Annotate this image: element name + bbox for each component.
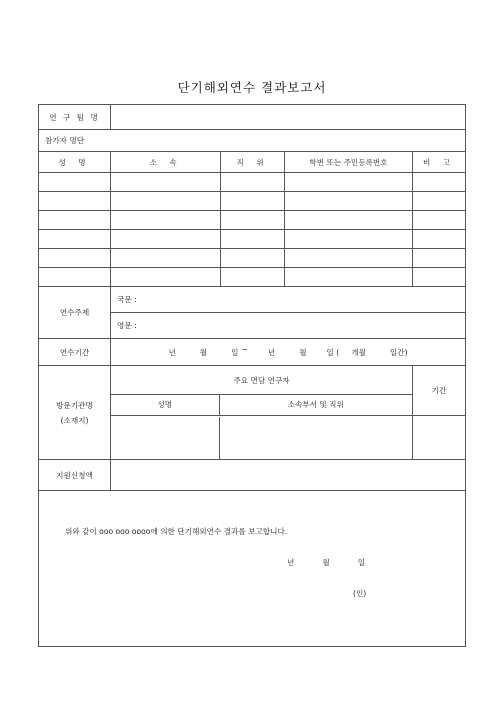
support-amount-label: 지원신청액: [39, 460, 111, 491]
participant-name-cell[interactable]: [39, 230, 111, 249]
support-amount-field[interactable]: [111, 460, 466, 491]
researcher-name-field[interactable]: [111, 417, 219, 459]
period-label: 연수기간: [39, 339, 111, 366]
report-form: [38, 104, 466, 647]
participant-affiliation-cell[interactable]: [111, 268, 221, 287]
period-year-1: 년: [168, 347, 176, 357]
dept-position-label: 소속부서 및 직위: [287, 400, 344, 410]
table-row: [39, 211, 466, 230]
participant-id-cell[interactable]: [285, 173, 413, 192]
participant-id-cell[interactable]: [285, 268, 413, 287]
participant-position-cell[interactable]: [221, 249, 285, 268]
participant-remarks-cell[interactable]: [413, 230, 466, 249]
institution-label-main: 방문기관명: [56, 400, 93, 410]
participant-affiliation-cell[interactable]: [111, 192, 221, 211]
participant-name-cell[interactable]: [39, 173, 111, 192]
participant-affiliation-cell[interactable]: [111, 211, 221, 230]
declaration-year: 년: [287, 558, 295, 567]
participant-position-cell[interactable]: [221, 268, 285, 287]
participant-id-cell[interactable]: [285, 249, 413, 268]
table-row: [39, 249, 466, 268]
declaration-date: [287, 557, 365, 568]
period-day-1: 일: [231, 347, 239, 357]
period-field[interactable]: [111, 339, 466, 366]
topic-english-field[interactable]: [111, 313, 466, 339]
participant-remarks-cell[interactable]: [413, 192, 466, 211]
table-row: [39, 173, 466, 192]
researcher-name-label: 성명: [111, 395, 219, 415]
declaration-section: [39, 491, 466, 647]
participant-position-cell[interactable]: [221, 192, 285, 211]
topic-korean-label: 국문 :: [117, 295, 137, 304]
topic-label: 연수주제: [39, 287, 111, 339]
topic-english-label: 영문 :: [117, 321, 137, 330]
participant-remarks-cell[interactable]: [413, 249, 466, 268]
period-month-1: 월: [199, 347, 208, 357]
participant-affiliation-cell[interactable]: [111, 230, 221, 249]
period-day-2: 일 (: [326, 347, 340, 357]
col-header-affiliation: 소 속: [111, 152, 221, 173]
participant-name-cell[interactable]: [39, 192, 111, 211]
institution-label: [39, 366, 111, 460]
col-header-position: 직 위: [221, 152, 285, 173]
seal-mark: (인): [353, 589, 367, 598]
period-year-2: 년: [267, 347, 276, 357]
participant-affiliation-cell[interactable]: [111, 249, 221, 268]
declaration-month: 월: [322, 558, 330, 567]
participant-name-cell[interactable]: [39, 211, 111, 230]
participant-remarks-cell[interactable]: [413, 211, 466, 230]
period-dash: ~: [241, 344, 248, 354]
participant-remarks-cell[interactable]: [413, 268, 466, 287]
col-header-remarks: 비 고: [413, 152, 466, 173]
declaration-day: 일: [357, 558, 366, 567]
main-researcher-label: 주요 면담 연구자: [111, 367, 412, 395]
declaration-text: 위와 같이 ooo ooo oooo에 의한 단기해외연수 결과를 보고합니다.: [65, 527, 288, 536]
document-title: 단기해외연수 결과보고서: [177, 80, 327, 95]
col-header-id-number: 학번 또는 주민등록번호: [285, 152, 413, 173]
participant-id-cell[interactable]: [285, 211, 413, 230]
dept-position-field[interactable]: [219, 417, 412, 459]
participants-label: 참가자 명단: [39, 130, 466, 152]
period-days: 일간): [389, 347, 408, 357]
participant-position-cell[interactable]: [221, 211, 285, 230]
topic-korean-field[interactable]: [111, 287, 466, 313]
duration-label: 기간: [413, 366, 466, 416]
participant-remarks-cell[interactable]: [413, 173, 466, 192]
team-name-field[interactable]: [111, 105, 466, 130]
participant-id-cell[interactable]: [285, 192, 413, 211]
participant-position-cell[interactable]: [221, 173, 285, 192]
participant-name-cell[interactable]: [39, 268, 111, 287]
table-row: [39, 268, 466, 287]
team-name-label: 연 구 팀 명: [39, 105, 111, 130]
period-months: 개월: [351, 347, 366, 357]
participant-id-cell[interactable]: [285, 230, 413, 249]
participant-position-cell[interactable]: [221, 230, 285, 249]
participant-affiliation-cell[interactable]: [111, 173, 221, 192]
col-header-name: 성 명: [39, 152, 111, 173]
institution-label-sub: (소재지): [60, 415, 89, 425]
table-row: [39, 230, 466, 249]
period-month-2: 월: [299, 347, 307, 357]
participant-name-cell[interactable]: [39, 249, 111, 268]
duration-field[interactable]: [413, 416, 466, 460]
table-row: [39, 192, 466, 211]
